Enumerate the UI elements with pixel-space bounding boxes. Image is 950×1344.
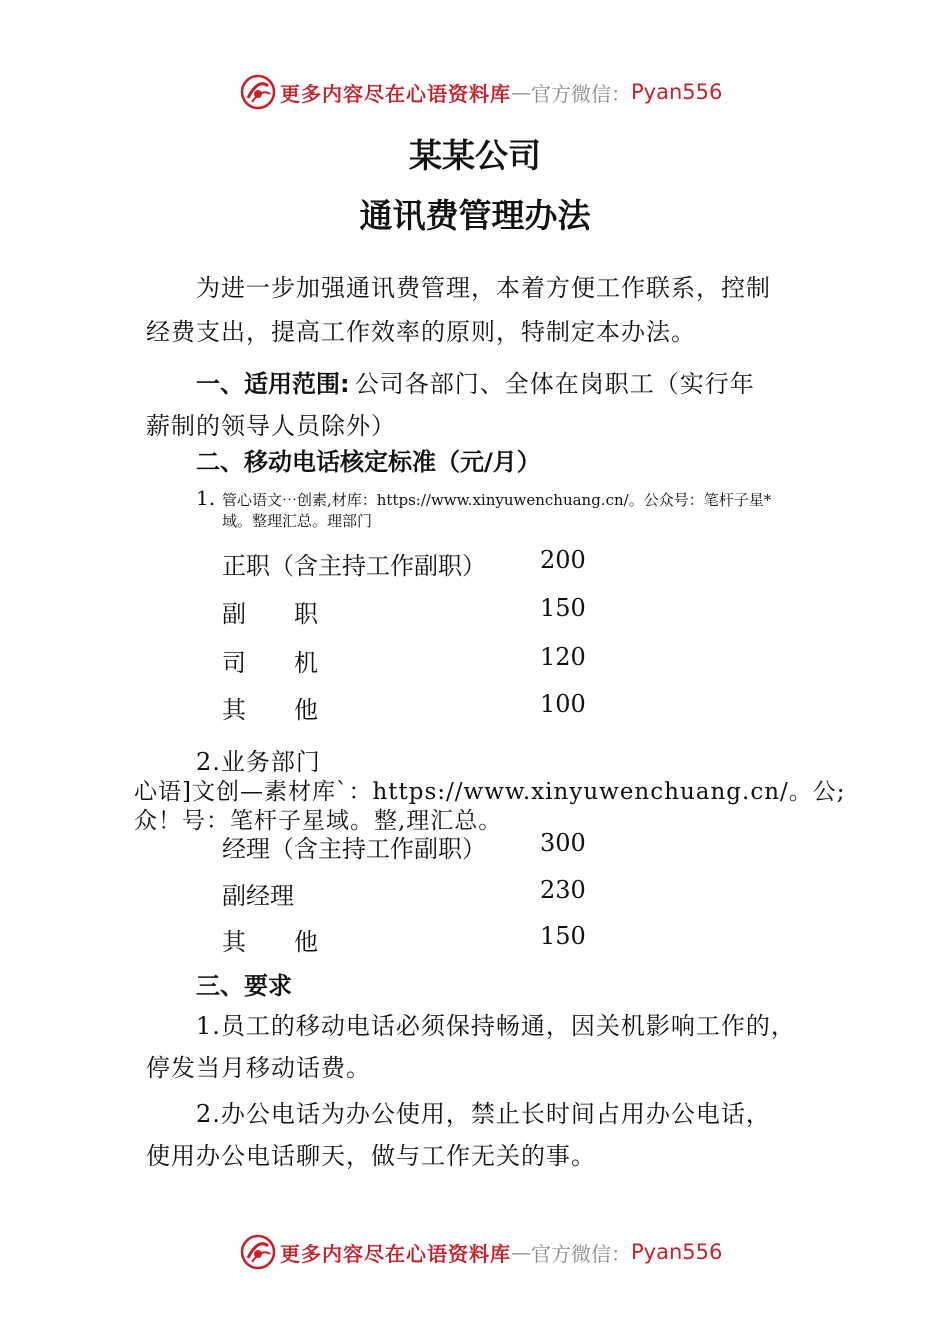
- watermark-text: 更多内容尽在心语资料库: [280, 1241, 511, 1266]
- table-1-row-value: 120: [540, 643, 586, 671]
- table-1-row-label: 正职（含主持工作副职）: [222, 552, 486, 580]
- item-1-line-1: 管心语文⋯创素,材库：https://www.xinyuwenchuang.cn/。公众号：笔杆子星*: [222, 491, 772, 509]
- requirement-1-line-2: 停发当月移动话费。: [146, 1054, 371, 1082]
- requirement-2-line-1: 2.办公电话为办公使用，禁止长时间占用办公电话，: [196, 1100, 771, 1128]
- footer-watermark: [240, 1234, 722, 1270]
- watermark-wechat-label: 官方微信：: [531, 81, 631, 106]
- watermark-dash: —: [511, 80, 531, 104]
- item-2: 2.业务部门: [196, 748, 321, 776]
- watermark-wechat-id: Pyan556: [631, 1240, 723, 1264]
- intro-line-2: 经费支出，提高工作效率的原则，特制定本办法。: [146, 318, 696, 346]
- watermark-dash: —: [511, 1240, 531, 1264]
- table-2-row-label: 其 他: [222, 928, 318, 956]
- table-1-row-value: 200: [540, 546, 586, 574]
- requirement-1-line-1: 1.员工的移动电话必须保持畅通，因关机影响工作的，: [196, 1012, 796, 1040]
- table-2-row-value: 300: [540, 829, 586, 857]
- fan-logo-icon: [240, 1234, 276, 1270]
- fan-logo-icon: [240, 74, 276, 110]
- table-2-row-value: 230: [540, 876, 586, 904]
- section-1-text: 公司各部门、全体在岗职工（实行年: [354, 370, 755, 398]
- table-2-row-value: 150: [540, 922, 586, 950]
- table-1-row-label: 副 职: [222, 600, 318, 628]
- watermark-text: 更多内容尽在心语资料库: [280, 81, 511, 106]
- item-1-prefix: 1.: [196, 486, 216, 510]
- item-1-line-2: 域。整理汇总。理部门: [222, 512, 373, 530]
- table-2-row-label: 副经理: [222, 882, 294, 910]
- requirement-2-line-2: 使用办公电话聊天，做与工作无关的事。: [146, 1142, 596, 1170]
- table-1-row-value: 150: [540, 594, 586, 622]
- table-1-row-label: 其 他: [222, 696, 318, 724]
- item-2-note-1: 心语]文创—素材库`：https://www.xinyuwenchuang.cn/。公;: [134, 779, 846, 805]
- section-1-text-2: 薪制的领导人员除外）: [146, 412, 396, 440]
- section-1-heading: 一、适用范围:: [196, 370, 350, 398]
- watermark-wechat-label: 官方微信：: [531, 1241, 631, 1266]
- section-3-heading: 三、要求: [196, 972, 292, 1000]
- section-1: [196, 364, 755, 399]
- table-2-row-label: 经理（含主持工作副职）: [222, 835, 486, 863]
- section-2-heading: 二、移动电话核定标准（元/月）: [196, 448, 541, 476]
- item-2-note-2: 众！号：笔杆子星域。整,理汇总。: [134, 808, 503, 834]
- header-watermark: [240, 74, 722, 110]
- intro-line-1: 为进一步加强通讯费管理，本着方便工作联系，控制: [196, 274, 771, 302]
- doc-title-main: 通讯费管理办法: [359, 196, 591, 235]
- table-1-row-label: 司 机: [222, 649, 318, 677]
- watermark-wechat-id: Pyan556: [631, 80, 723, 104]
- doc-title-company: 某某公司: [409, 136, 541, 175]
- table-1-row-value: 100: [540, 690, 586, 718]
